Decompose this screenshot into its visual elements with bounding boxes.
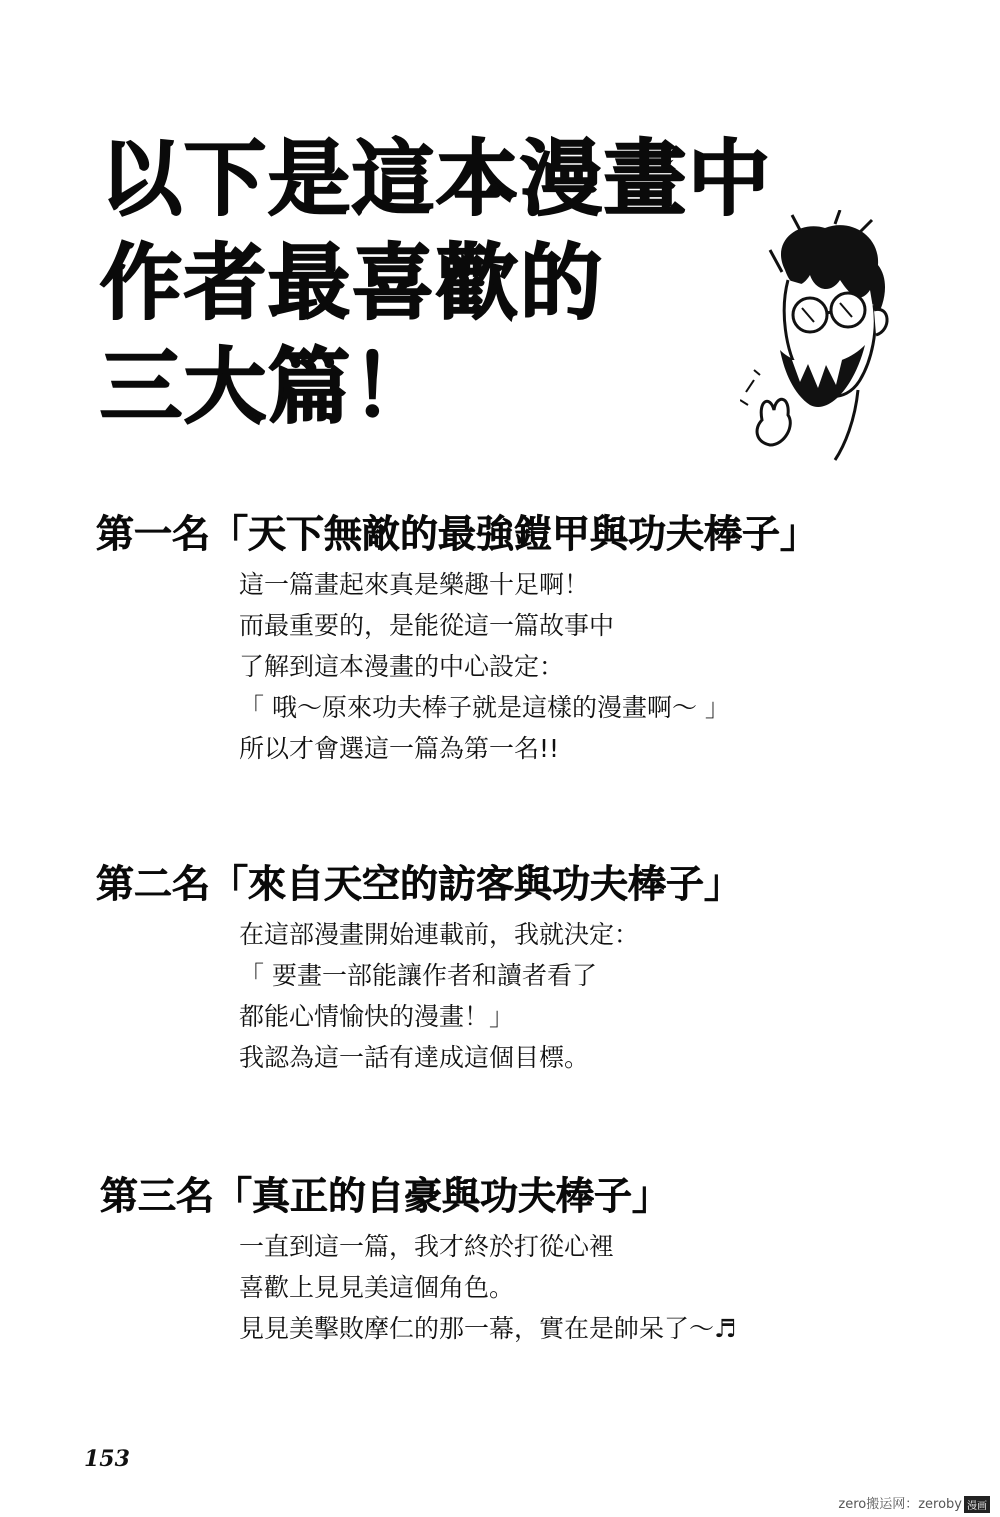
- comment-line: 見見美擊敗摩仁的那一幕，實在是帥呆了～♬: [239, 1314, 737, 1343]
- ranking-comment: [239, 1226, 736, 1349]
- page-number: 153: [84, 1446, 130, 1472]
- title-line: 三大篇！: [100, 340, 437, 435]
- ranking-heading: 第二名「來自天空的訪客與功夫棒子」: [96, 862, 743, 906]
- watermark: [838, 1493, 990, 1513]
- ranking-comment: [239, 914, 742, 1078]
- comment-line: 「 要畫一部能讓作者和讀者看了: [239, 961, 597, 990]
- ranking-comment: [239, 564, 818, 769]
- watermark-text: zero搬运网：zeroby: [838, 1497, 962, 1512]
- comment-line: 在這部漫畫開始連載前，我就決定：: [239, 920, 640, 949]
- comment-line: 都能心情愉快的漫畫！」: [239, 1002, 515, 1031]
- comment-line: 「 哦～原來功夫棒子就是這樣的漫畫啊～ 」: [239, 693, 730, 722]
- ranking-third: [100, 1170, 736, 1349]
- watermark-badge: 漫画: [964, 1496, 990, 1513]
- ranking-first: [96, 508, 818, 769]
- comment-line: 所以才會選這一篇為第一名!!: [239, 734, 560, 763]
- comment-line: 喜歡上見見美這個角色。: [239, 1273, 515, 1302]
- comment-line: 而最重要的，是能從這一篇故事中: [239, 611, 615, 640]
- comment-line: 了解到這本漫畫的中心設定：: [239, 652, 565, 681]
- title-line: 作者最喜歡的: [100, 236, 605, 331]
- author-caricature-illustration: [740, 210, 900, 470]
- page-title: [100, 128, 772, 440]
- comment-line: 這一篇畫起來真是樂趣十足啊！: [239, 570, 590, 599]
- title-line: 以下是這本漫畫中: [100, 132, 773, 227]
- ranking-heading: 第三名「真正的自豪與功夫棒子」: [100, 1174, 671, 1218]
- comment-line: 我認為這一話有達成這個目標。: [239, 1043, 590, 1072]
- ranking-heading: 第一名「天下無敵的最強鎧甲與功夫棒子」: [96, 512, 819, 556]
- ranking-second: [96, 858, 742, 1078]
- comment-line: 一直到這一篇，我才終於打從心裡: [239, 1232, 615, 1261]
